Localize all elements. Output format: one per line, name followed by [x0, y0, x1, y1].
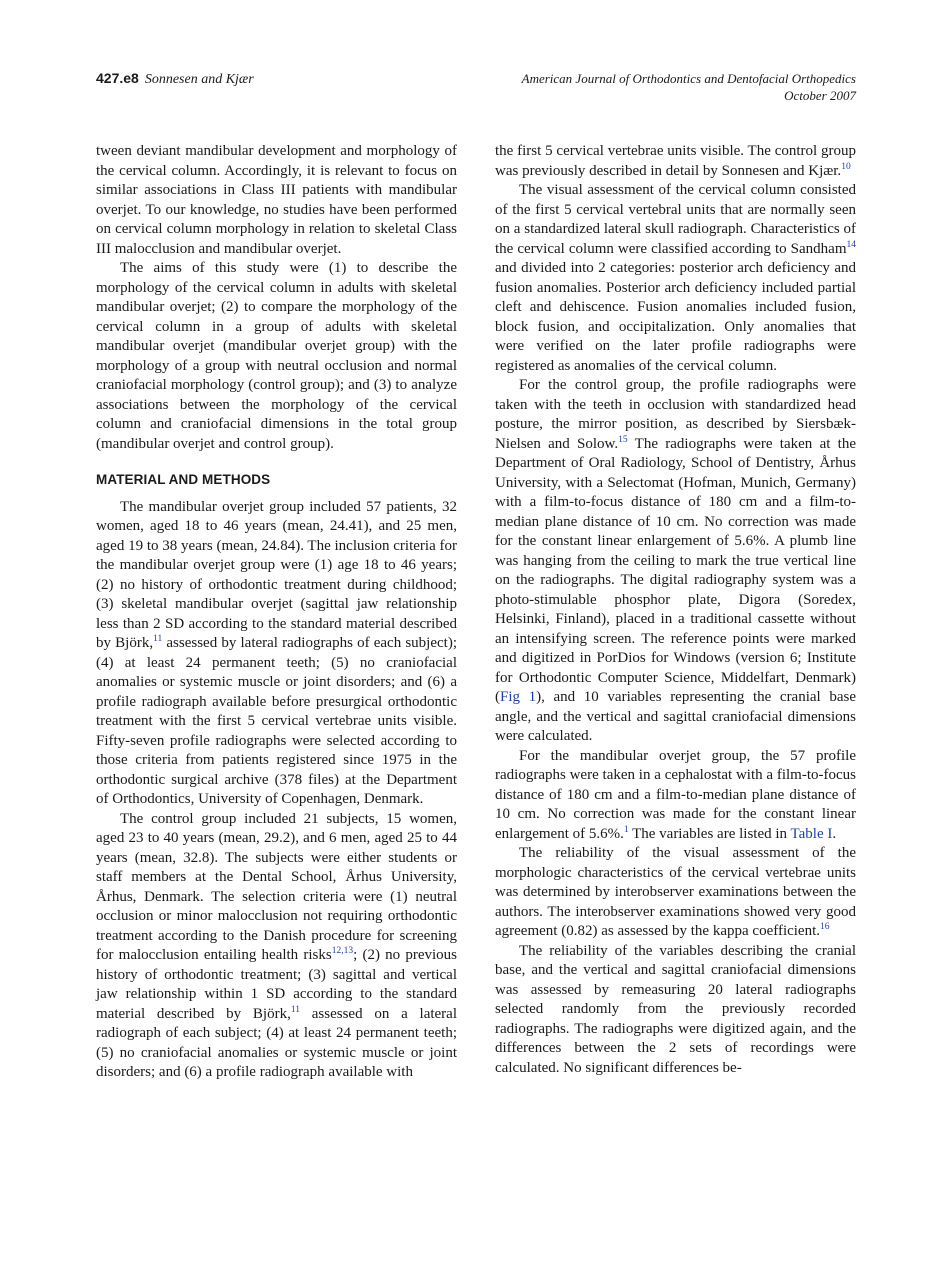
- left-column: [96, 142, 457, 1083]
- text-span: .: [832, 825, 837, 842]
- paragraph: [96, 810, 457, 1083]
- header-right: [522, 70, 856, 104]
- text-span: The mandibular overjet group included 57 patients, 32 women, aged 18 to 46 years (mean, 24.41), and 25 men, aged 19 to 38 years (mean, 24.84). The inclusion criteria for the mandibular overjet group were (1) age 18 to 46 years; (2) no history of orthodontic treatment during childhood; (3) skeletal mandibular overjet (sagittal jaw relationship less than 2 SD according to the standard material described by Björk,: [96, 498, 457, 651]
- text-span: The visual assessment of the cervical column consisted of the first 5 cervical vertebral units that are normally seen on a standardized lateral skull radiograph. Characteristics of the cervical column were classified according to Sandham: [495, 182, 856, 257]
- citation-link[interactable]: 1: [623, 824, 629, 835]
- text-span: The control group included 21 subjects, 15 women, aged 23 to 40 years (mean, 29.2), and 6 men, aged 25 to 44 years (mean, 32.8). The subjects were either students or staff members at the Dental School, Århus University, Århus, Denmark. The selection criteria were (1) neutral occlusion or minor malocclusion not requiring orthodontic treatment according to the Danish procedure for screening for malocclusion entailing health risks: [96, 810, 457, 963]
- paragraph: [96, 498, 457, 810]
- citation-link[interactable]: 12,13: [331, 946, 354, 956]
- paragraph: [495, 181, 856, 376]
- text-span: The radiographs were taken at the Department of Oral Radiology, School of Dentistry, Århus University, with a Selectomat (Hofman, Munich, Germany) with a film-to-focus distance of 180 cm and a film-to-median plane distance of 10 cm. No correction was made for the constant linear enlargement of 5.6%. A plumb line was hanging from the ceiling to mark the true vertical line on the radiographs. The digital radiography system was a photo-stimulable phosphor plate, Digora (Soredex, Helsinki, Finland), placed in a traditional cassette without an intensifying screen. The reference points were marked and digitized in PorDios for Windows (version 6; Institute for Orthodontic Computer Science, Middelfart, Denmark) (: [495, 435, 856, 705]
- table-link[interactable]: Table I: [790, 825, 833, 842]
- text-span: assessed on a lateral radiograph of each subject; (4) at least 24 permanent teeth; (5) no craniofacial anomalies or systemic muscle or joint disorders; and (6) a profile radiograph available with: [96, 1005, 457, 1080]
- text-span: ; (2) no previous history of orthodontic treatment; (3) sagittal and vertical jaw relationship within 1 SD according to the standard material described by Björk,: [96, 947, 457, 1022]
- text-span: For the mandibular overjet group, the 57 profile radiographs were taken in a cephalostat with a film-to-focus distance of 180 cm and a film-to-median plane distance of 10 cm. No correction was made for the constant linear enlargement of 5.6%.: [495, 747, 856, 842]
- text-span: For the control group, the profile radiographs were taken with the teeth in occlusion with standardized head posture, the mirror position, as described by Siersbæk-Nielsen and Solow.: [495, 377, 856, 452]
- right-column: [495, 142, 856, 1078]
- text-span: The variables are listed in: [628, 825, 791, 842]
- text-span: and divided into 2 categories: posterior arch deficiency and fusion anomalies. Posterior arch deficiency included partial cleft and dehiscence. Fusion anomalies included fusion, block fusion, and occipitalization. Only anomalies that were verified on the later profile radiographs were registered as anomalies of the cervical column.: [495, 260, 856, 374]
- citation-link[interactable]: 15: [618, 434, 628, 445]
- paragraph: [495, 747, 856, 845]
- header-authors: Sonnesen and Kjær: [144, 72, 254, 87]
- page-number: 427.e8: [96, 70, 139, 86]
- section-heading: MATERIAL AND METHODS: [96, 472, 271, 487]
- journal-title: American Journal of Orthodontics and Dentofacial Orthopedics: [521, 71, 856, 86]
- text-span: ), and 10 variables representing the cranial base angle, and the vertical and sagittal craniofacial dimensions were calculated.: [495, 689, 856, 744]
- running-header: [96, 68, 856, 108]
- citation-link[interactable]: 14: [846, 239, 856, 250]
- citation-link[interactable]: 11: [290, 1004, 300, 1015]
- citation-link[interactable]: 16: [820, 922, 830, 932]
- paragraph: The reliability of the variables describing the cranial base, and the vertical and sagittal craniofacial dimensions was assessed by remeasuring 20 lateral radiographs selected randomly from the previously recorded radiographs. The radiographs were digitized again, and the differences between the 2 sets of recordings were calculated. No significant differences be-: [495, 942, 856, 1076]
- citation-link[interactable]: 11: [153, 634, 163, 644]
- issue-date: October 2007: [784, 88, 856, 103]
- paragraph: The aims of this study were (1) to describe the morphology of the cervical column in adults with skeletal mandibular overjet; (2) to compare the morphology of the cervical column in a group of adults with skeletal mandibular overjet (mandibular overjet group) with the morphology of a group with neutral occlusion and normal craniofacial morphology (control group); and (3) to analyze associations between the morphology of the cervical column and craniofacial dimensions in the total group (mandibular overjet and control group).: [96, 260, 457, 452]
- citation-link[interactable]: 10: [841, 161, 851, 172]
- text-span: The reliability of the visual assessment of the morphologic characteristics of the cervical vertebrae units was determined by interobserver examinations between the authors. The interobserver examinations showed very good agreement (0.82) as assessed by the kappa coefficient.: [495, 845, 856, 939]
- text-span: the first 5 cervical vertebrae units visible. The control group was previously described in detail by Sonnesen and Kjær.: [495, 143, 856, 179]
- paragraph: [495, 844, 856, 942]
- paragraph: tween deviant mandibular development and morphology of the cervical column. Accordingly, it is relevant to focus on similar associations in Class III patients with mandibular overjet. To our knowledge, no studies have been performed on cervical column morphology in relation to skeletal Class III malocclusion and mandibular overjet.: [96, 143, 457, 257]
- figure-link[interactable]: Fig 1: [500, 689, 537, 705]
- paragraph: [495, 142, 856, 181]
- header-left: [96, 70, 254, 88]
- paragraph: [495, 376, 856, 747]
- text-span: assessed by lateral radiographs of each subject); (4) at least 24 permanent teeth; (5) no craniofacial anomalies or systemic muscle or joint disorders; and (6) a profile radiograph available before presurgical orthodontic treatment with the first 5 cervical vertebrae units visible. Fifty-seven profile radiographs were selected according to those criteria from patients registered since 1975 in the orthodontic surgical archive (378 files) at the Department of Orthodontics, University of Copenhagen, Denmark.: [96, 635, 457, 807]
